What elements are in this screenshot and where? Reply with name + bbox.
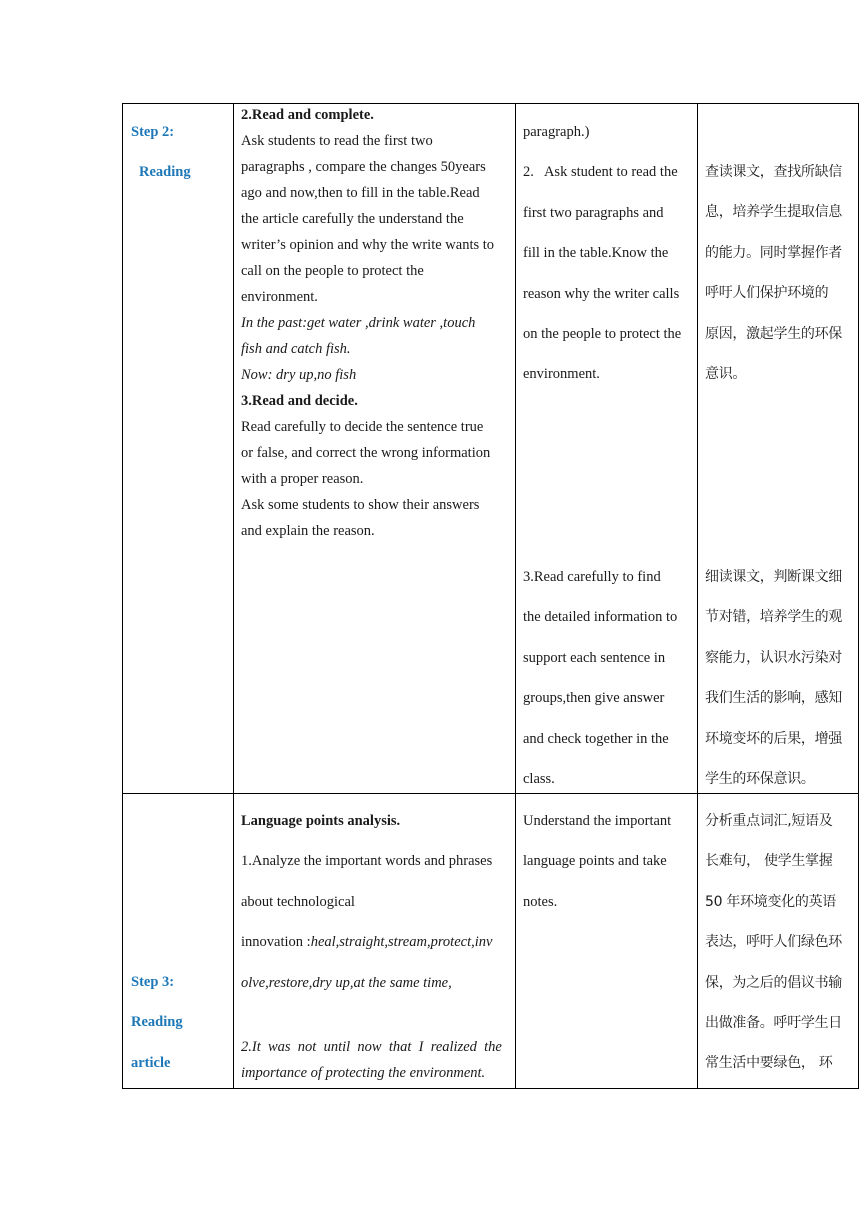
text-line: 3.Read carefully to find (523, 569, 661, 585)
text-line: groups,then give answer (523, 690, 665, 707)
purpose-cell (698, 104, 859, 794)
text-line (241, 922, 509, 962)
text-line: notes. (523, 893, 558, 910)
text-line: 意识。 (705, 366, 747, 383)
step-name: article (131, 1055, 171, 1071)
text-line: 环境变坏的后果，增强 (705, 730, 842, 747)
text-line: 2. Ask student to read the (523, 164, 678, 181)
text-line: ago and now,then to fill in the table.Read (241, 185, 480, 201)
italic-line: fish and catch fish. (241, 341, 351, 357)
student-activities-cell (516, 794, 698, 1089)
text-line: first two paragraphs and (523, 204, 664, 221)
text-line: call on the people to protect the (241, 263, 424, 279)
italic-line: 2.It was not until now that I realized the (241, 1039, 502, 1055)
text-line: 出做准备。呼吁学生日 (705, 1015, 842, 1032)
text-line: the detailed information to (523, 609, 678, 626)
table-row (123, 794, 859, 1089)
table-row (123, 104, 859, 794)
text-line: Understand the important (523, 813, 672, 829)
text-line: with a proper reason. (241, 471, 364, 487)
text-line: paragraphs , compare the changes 50years (241, 159, 486, 175)
student-activities (523, 801, 695, 922)
example-sentence (241, 1034, 509, 1086)
text-line: paragraph.) (523, 124, 590, 140)
purpose-cell (698, 794, 859, 1089)
italic-span: heal,straight,stream,protect,inv (310, 934, 493, 951)
step-cell (123, 794, 234, 1089)
text-line: 分析重点词汇,短语及 (705, 813, 833, 829)
section-heading: Language points analysis. (241, 813, 401, 829)
text-line: 呼吁人们保护环境的 (705, 285, 829, 302)
text-line: Read carefully to decide the sentence true (241, 419, 484, 435)
text-line: 50 年环境变化的英语 (705, 893, 836, 910)
text-line: 长难句， 使学生掌握 (705, 853, 833, 870)
text-line: 节对错，培养学生的观 (705, 609, 842, 626)
text-span: innovation : (241, 934, 311, 951)
text-line: environment. (523, 366, 600, 383)
text-line: fill in the table.Know the (523, 245, 669, 262)
text-line: about technological (241, 893, 355, 910)
lesson-plan-table (122, 103, 859, 1089)
text-line: support each sentence in (523, 649, 666, 666)
text-line: 查读课文，查找所缺信 (705, 164, 842, 180)
text-line: 学生的环保意识。 (705, 771, 815, 788)
teacher-activities (234, 104, 515, 545)
text-line: 保，为之后的倡议书输 (705, 974, 842, 991)
text-line: writer’s opinion and why the write wants to (241, 237, 495, 253)
italic-line: Now: dry up,no fish (241, 367, 357, 383)
text-line: 察能力，认识水污染对 (705, 649, 842, 666)
italic-line: olve,restore,dry up,at the same time, (241, 974, 452, 991)
step-cell (123, 104, 234, 794)
text-line: 细读课文，判断课文细 (705, 569, 842, 585)
text-line: Ask some students to show their answers (241, 497, 480, 513)
purpose (705, 801, 857, 1084)
student-activities-top (523, 112, 695, 395)
text-line: environment. (241, 289, 318, 305)
student-activities-bottom (523, 557, 695, 794)
text-line: 我们生活的影响，感知 (705, 690, 842, 707)
teacher-activities-cell (234, 794, 516, 1089)
step-name: Reading (139, 164, 191, 180)
text-line: and explain the reason. (241, 523, 375, 539)
text-line: the article carefully the understand the (241, 211, 464, 227)
text-line: 1.Analyze the important words and phrases (241, 853, 493, 870)
text-line: Ask students to read the first two (241, 133, 433, 149)
purpose-bottom (705, 557, 857, 794)
italic-line: importance of protecting the environment. (241, 1065, 486, 1081)
step-name: Reading (131, 1014, 183, 1030)
student-activities-cell (516, 104, 698, 794)
text-line: and check together in the (523, 730, 669, 747)
text-line: language points and take (523, 853, 667, 870)
text-line: 息，培养学生提取信息 (705, 204, 842, 221)
text-line: 的能力。同时掌握作者 (705, 244, 842, 261)
italic-line: In the past:get water ,drink water ,touch (241, 315, 476, 331)
text-line: 表达，呼吁人们绿色环 (705, 934, 842, 951)
step-label: Step 2: (131, 124, 175, 140)
text-line: class. (523, 771, 555, 788)
teacher-activities-cell (234, 104, 516, 794)
text-line: on the people to protect the (523, 326, 682, 343)
text-line: 常生活中要绿色， 环 (705, 1055, 833, 1072)
text-line: or false, and correct the wrong information (241, 445, 491, 461)
section-heading: 3.Read and decide. (241, 393, 358, 409)
step-label: Step 3: (131, 974, 175, 990)
text-line: 原因，激起学生的环保 (705, 325, 842, 342)
section-heading: 2.Read and complete. (241, 107, 374, 123)
purpose-top (705, 152, 857, 394)
text-line: reason why the writer calls (523, 285, 680, 302)
teacher-activities (241, 801, 509, 1003)
